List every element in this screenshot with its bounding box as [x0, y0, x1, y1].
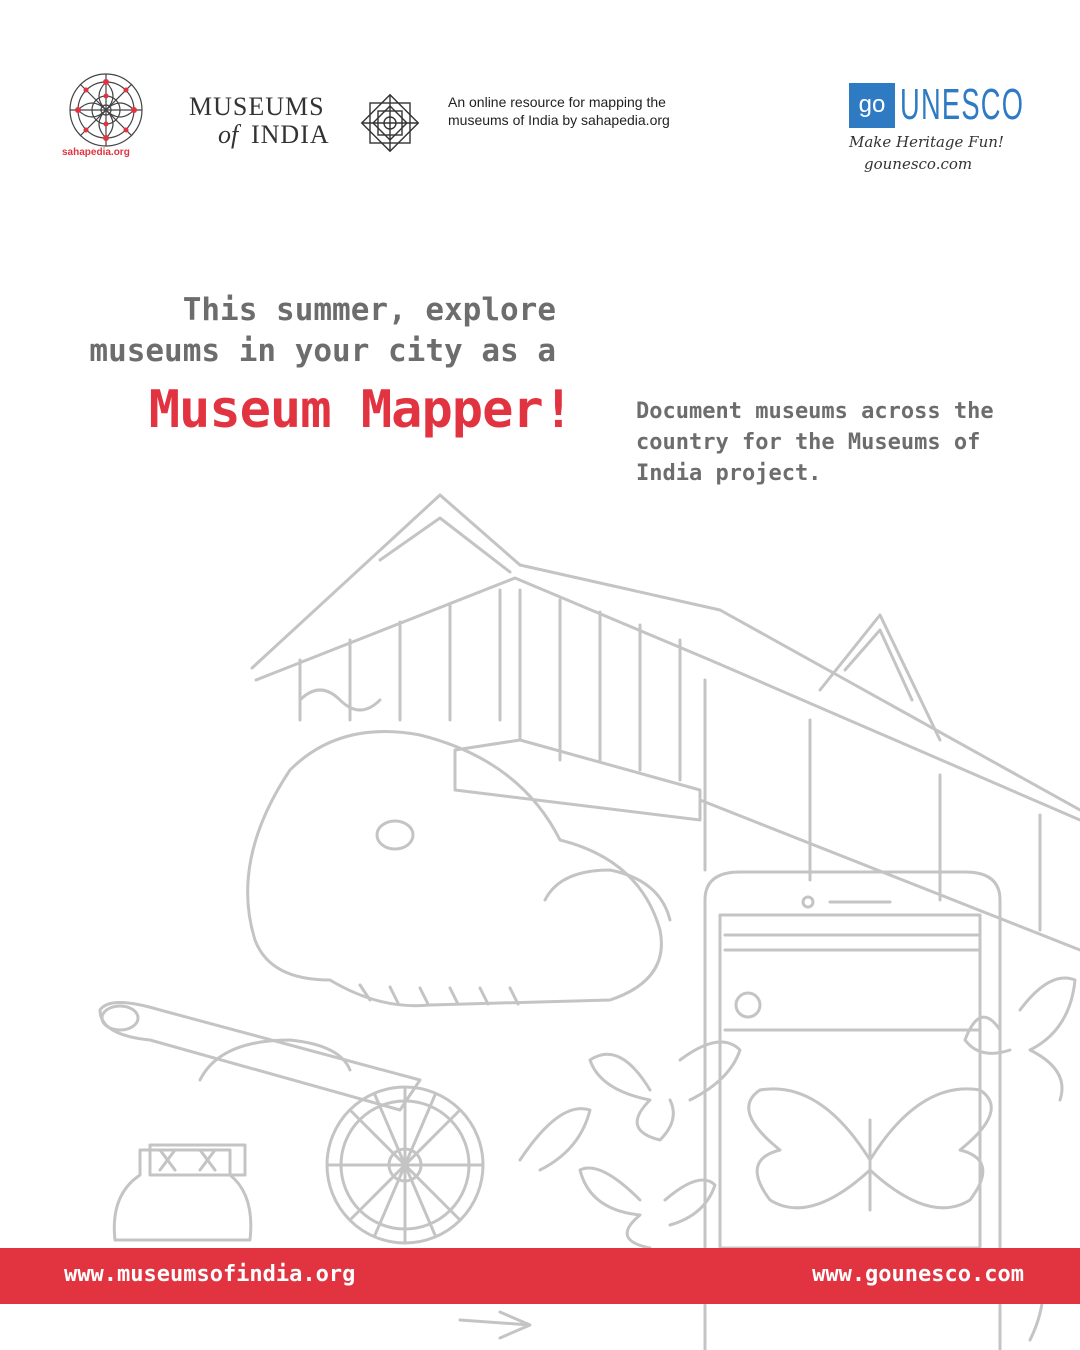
- hero-title: Museum Mapper!: [148, 380, 573, 440]
- gounesco-url-link[interactable]: www.gounesco.com: [812, 1262, 1024, 1287]
- headline-line-1: This summer, explore: [182, 292, 556, 328]
- sahapedia-label: sahapedia.org: [62, 147, 130, 158]
- museums-of-india-logo-word1: MUSEUMS: [189, 92, 325, 121]
- gounesco-url[interactable]: gounesco.com: [864, 155, 973, 173]
- star-lattice-icon: [358, 91, 422, 155]
- museums-of-india-description: An online resource for mapping the museums of India by sahapedia.org: [448, 94, 670, 128]
- phone-outline: [705, 872, 1000, 1250]
- headline: [89, 290, 556, 372]
- sahapedia-logo-icon[interactable]: [68, 72, 144, 148]
- headline-line-2: museums in your city as a: [89, 333, 556, 369]
- gounesco-wordmark[interactable]: UNESCO: [900, 80, 1025, 129]
- side-note: Document museums across the country for the Museums of India project.: [636, 399, 994, 486]
- museums-of-india-url-link[interactable]: www.museumsofindia.org: [64, 1262, 356, 1287]
- building-roof: [252, 495, 1080, 810]
- gounesco-go-box[interactable]: go: [849, 83, 895, 128]
- museums-of-india-logo-word2: INDIA: [251, 120, 330, 149]
- pot: [114, 1150, 251, 1240]
- museum-line-art-illustration: [0, 480, 1080, 1350]
- museums-of-india-logo-of: of: [218, 120, 239, 149]
- gounesco-tagline: Make Heritage Fun!: [849, 133, 1004, 151]
